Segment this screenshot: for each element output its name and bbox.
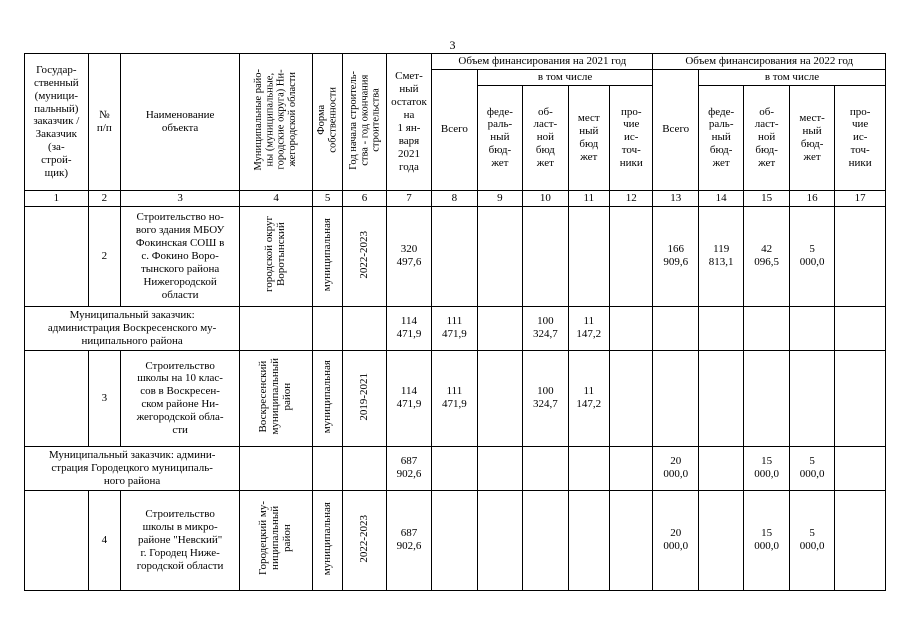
col-number-header: № п/п bbox=[88, 54, 120, 191]
regional-2021-value: 100 324,7 bbox=[523, 306, 568, 350]
balance-value: 320 497,6 bbox=[386, 206, 431, 306]
local-2021-value bbox=[568, 490, 609, 590]
regional-2021-value bbox=[523, 446, 568, 490]
federal-2022-value bbox=[698, 350, 743, 446]
table-row-object-4 bbox=[25, 490, 886, 590]
col-num: 11 bbox=[568, 190, 609, 206]
total-2022-value bbox=[653, 306, 698, 350]
local-2021-value: 11 147,2 bbox=[568, 306, 609, 350]
col-balance-header: Смет- ный остаток на 1 ян- варя 2021 года bbox=[386, 54, 431, 191]
row-number: 4 bbox=[88, 490, 120, 590]
other-2021-value bbox=[610, 206, 653, 306]
regional-2022-value bbox=[744, 350, 789, 446]
regional-2022-value bbox=[744, 306, 789, 350]
federal-2022-value bbox=[698, 446, 743, 490]
ownership-cell bbox=[312, 446, 342, 490]
page-number: 3 bbox=[449, 38, 456, 52]
total-2021-value: 111 471,9 bbox=[432, 350, 477, 446]
federal-2021-value bbox=[477, 350, 522, 446]
district-cell bbox=[240, 306, 313, 350]
local-2021-value bbox=[568, 446, 609, 490]
investment-program-table bbox=[24, 53, 886, 591]
customer-label: Муниципальный заказчик: администрация Воскресенского му- ниципального района bbox=[25, 306, 240, 350]
col-num: 13 bbox=[653, 190, 698, 206]
total-2022-value: 20 000,0 bbox=[653, 446, 698, 490]
customer-cell bbox=[25, 206, 89, 306]
years-cell bbox=[343, 306, 386, 350]
regional-2022-value: 42 096,5 bbox=[744, 206, 789, 306]
total-2021-header: Всего bbox=[432, 69, 477, 190]
total-2022-value: 20 000,0 bbox=[653, 490, 698, 590]
other-2021-value bbox=[610, 490, 653, 590]
regional-2021-value: 100 324,7 bbox=[523, 350, 568, 446]
ownership-cell bbox=[312, 206, 342, 306]
regional-2022-header: об- ласт- ной бюд- жет bbox=[744, 85, 789, 190]
col-num: 2 bbox=[88, 190, 120, 206]
other-2022-value bbox=[835, 446, 886, 490]
including-2022-header: в том числе bbox=[698, 69, 885, 85]
other-2022-header: про- чие ис- точ- ники bbox=[835, 85, 886, 190]
local-2022-value: 5 000,0 bbox=[789, 206, 834, 306]
years-cell bbox=[343, 206, 386, 306]
years-cell bbox=[343, 350, 386, 446]
col-num: 8 bbox=[432, 190, 477, 206]
total-2021-value bbox=[432, 206, 477, 306]
object-name: Строительство но- вого здания МБОУ Фокинская СОШ в с. Фокино Воро- тынского района Нижегородской области bbox=[120, 206, 239, 306]
local-2021-value: 11 147,2 bbox=[568, 350, 609, 446]
district-text: Городецкий му- ниципальный район bbox=[257, 501, 294, 576]
regional-2022-value: 15 000,0 bbox=[744, 490, 789, 590]
object-name: Строительство школы на 10 клас- сов в Воскресен- ском районе Ни- жегородской обла- сти bbox=[120, 350, 239, 446]
regional-2021-header: об- ласт- ной бюд жет bbox=[523, 85, 568, 190]
balance-value: 114 471,9 bbox=[386, 306, 431, 350]
other-2022-value bbox=[835, 350, 886, 446]
district-cell bbox=[240, 490, 313, 590]
ownership-text: муниципальная bbox=[320, 501, 333, 576]
federal-2022-value: 119 813,1 bbox=[698, 206, 743, 306]
regional-2021-value bbox=[523, 206, 568, 306]
local-2021-header: мест ный бюд жет bbox=[568, 85, 609, 190]
federal-2021-value bbox=[477, 206, 522, 306]
ownership-cell bbox=[312, 490, 342, 590]
total-2021-value: 111 471,9 bbox=[432, 306, 477, 350]
col-num: 6 bbox=[343, 190, 386, 206]
federal-2021-value bbox=[477, 490, 522, 590]
financing-2021-header: Объем финансирования на 2021 год bbox=[432, 54, 653, 70]
regional-2022-value: 15 000,0 bbox=[744, 446, 789, 490]
district-text: Воскресенский муниципальный район bbox=[257, 358, 294, 435]
customer-label: Муниципальный заказчик: админи- страция Городецкого муниципаль- ного района bbox=[25, 446, 240, 490]
row-number: 2 bbox=[88, 206, 120, 306]
federal-2021-header: феде- раль- ный бюд- жет bbox=[477, 85, 522, 190]
ownership-text: муниципальная bbox=[320, 217, 333, 292]
financing-2022-header: Объем финансирования на 2022 год bbox=[653, 54, 886, 70]
district-cell bbox=[240, 446, 313, 490]
other-2021-value bbox=[610, 446, 653, 490]
federal-2022-header: феде- раль- ный бюд- жет bbox=[698, 85, 743, 190]
local-2022-header: мест- ный бюд- жет bbox=[789, 85, 834, 190]
federal-2022-value bbox=[698, 490, 743, 590]
table-row-customer-1 bbox=[25, 306, 886, 350]
years-text: 2022-2023 bbox=[357, 230, 370, 279]
customer-cell bbox=[25, 350, 89, 446]
col-num: 7 bbox=[386, 190, 431, 206]
district-header-text: Муниципальные райо- ны (муниципальные, городские округа) Ни- жегородской области bbox=[253, 69, 299, 171]
total-2022-value bbox=[653, 350, 698, 446]
ownership-cell bbox=[312, 306, 342, 350]
balance-value: 687 902,6 bbox=[386, 490, 431, 590]
col-customer-header: Государ- ственный (муници- пальный) заказчик / Заказчик (за- строй- щик) bbox=[25, 54, 89, 191]
col-num: 4 bbox=[240, 190, 313, 206]
header-row-1 bbox=[25, 54, 886, 70]
federal-2021-value bbox=[477, 306, 522, 350]
col-num: 9 bbox=[477, 190, 522, 206]
row-number: 3 bbox=[88, 350, 120, 446]
balance-value: 114 471,9 bbox=[386, 350, 431, 446]
district-text: городской округ Воротынский bbox=[263, 216, 288, 293]
local-2022-value: 5 000,0 bbox=[789, 490, 834, 590]
years-cell bbox=[343, 446, 386, 490]
years-cell bbox=[343, 490, 386, 590]
district-cell bbox=[240, 206, 313, 306]
years-text: 2022-2023 bbox=[357, 514, 370, 563]
col-num: 5 bbox=[312, 190, 342, 206]
federal-2021-value bbox=[477, 446, 522, 490]
federal-2022-value bbox=[698, 306, 743, 350]
ownership-text: муниципальная bbox=[320, 359, 333, 434]
col-years-header bbox=[343, 54, 386, 191]
col-object-name-header: Наименование объекта bbox=[120, 54, 239, 191]
balance-value: 687 902,6 bbox=[386, 446, 431, 490]
table-row-customer-2 bbox=[25, 446, 886, 490]
col-num: 12 bbox=[610, 190, 653, 206]
other-2021-value bbox=[610, 306, 653, 350]
total-2021-value bbox=[432, 446, 477, 490]
table-row-object-2 bbox=[25, 206, 886, 306]
total-2021-value bbox=[432, 490, 477, 590]
local-2021-value bbox=[568, 206, 609, 306]
column-numbers-row bbox=[25, 190, 886, 206]
col-num: 17 bbox=[835, 190, 886, 206]
object-name: Строительство школы в микро- районе "Невский" г. Городец Ниже- городской области bbox=[120, 490, 239, 590]
other-2021-value bbox=[610, 350, 653, 446]
other-2022-value bbox=[835, 306, 886, 350]
col-num: 1 bbox=[25, 190, 89, 206]
customer-cell bbox=[25, 490, 89, 590]
col-ownership-header bbox=[312, 54, 342, 191]
local-2022-value bbox=[789, 306, 834, 350]
total-2022-value: 166 909,6 bbox=[653, 206, 698, 306]
other-2022-value bbox=[835, 206, 886, 306]
ownership-cell bbox=[312, 350, 342, 446]
other-2021-header: про- чие ис- точ- ники bbox=[610, 85, 653, 190]
ownership-header-text: Форма собственности bbox=[316, 87, 339, 153]
total-2022-header: Всего bbox=[653, 69, 698, 190]
col-num: 10 bbox=[523, 190, 568, 206]
col-num: 3 bbox=[120, 190, 239, 206]
years-header-text: Год начала строитель- ства - год окончания строительства bbox=[347, 70, 382, 170]
including-2021-header: в том числе bbox=[477, 69, 653, 85]
years-text: 2019-2021 bbox=[357, 372, 370, 421]
other-2022-value bbox=[835, 490, 886, 590]
regional-2021-value bbox=[523, 490, 568, 590]
local-2022-value: 5 000,0 bbox=[789, 446, 834, 490]
district-cell bbox=[240, 350, 313, 446]
col-num: 14 bbox=[698, 190, 743, 206]
table-row-object-3 bbox=[25, 350, 886, 446]
col-district-header bbox=[240, 54, 313, 191]
local-2022-value bbox=[789, 350, 834, 446]
col-num: 15 bbox=[744, 190, 789, 206]
col-num: 16 bbox=[789, 190, 834, 206]
